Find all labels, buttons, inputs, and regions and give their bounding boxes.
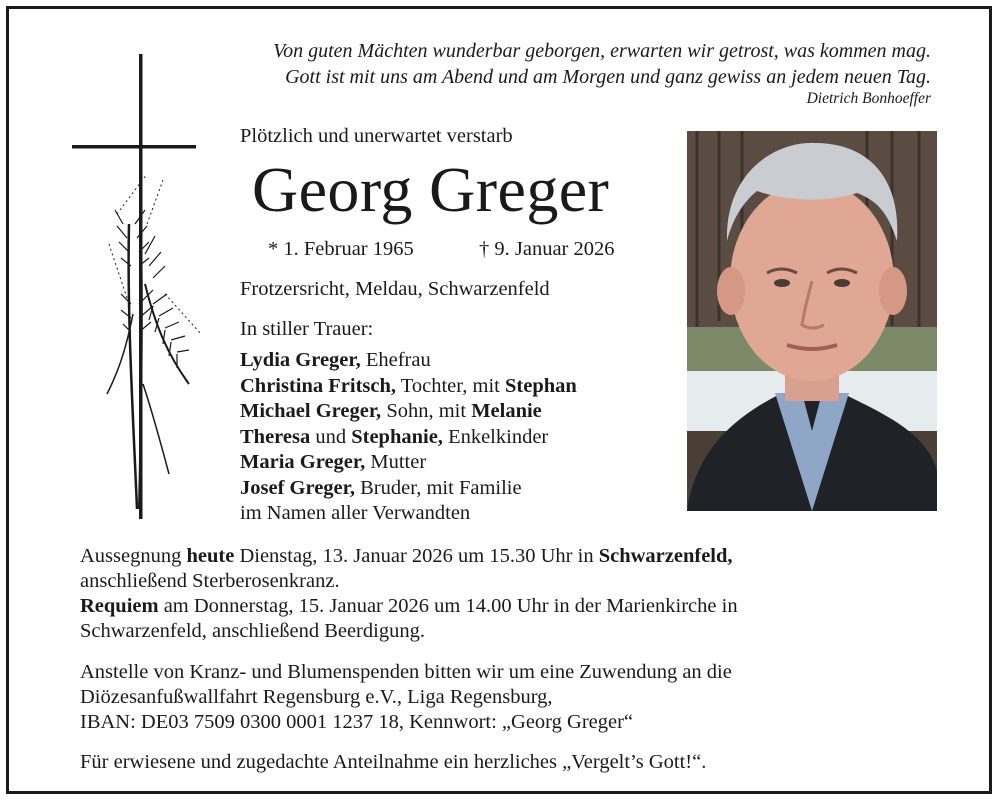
mourner-line: Christina Fritsch, Tochter, mit Stephan [240, 374, 577, 397]
quote-author: Dietrich Bonhoeffer [806, 90, 931, 107]
death-date: † 9. Januar 2026 [479, 238, 615, 260]
places: Frotzersricht, Meldau, Schwarzenfeld [240, 278, 550, 300]
mourner-line: Michael Greger, Sohn, mit Melanie [240, 400, 542, 422]
birth-date: * 1. Februar 1965 [268, 238, 414, 260]
mourner-line: im Namen aller Verwandten [240, 502, 471, 524]
mourning-intro: In stiller Trauer: [240, 318, 374, 340]
deceased-name: Georg Greger [252, 154, 610, 225]
mourner-line: Maria Greger, Mutter [240, 451, 427, 473]
quote-line-1: Von guten Mächten wunderbar geborgen, erwarten wir getrost, was kommen mag. [273, 40, 931, 62]
donation-info: Anstelle von Kranz- und Blumenspenden bitten wir um eine Zuwendung an die Diözesanfußwallfahrt Regensburg e.V., Liga Regensburg, IBAN: DE03 7509 0300 0001 1237 18, Kennwort: „Georg Greger“ [80, 661, 732, 733]
mourner-line: Lydia Greger, Ehefrau [240, 349, 431, 371]
cross-icon [69, 54, 219, 524]
quote-line-2: Gott ist mit uns am Abend und am Morgen und ganz gewiss an jedem neuen Tag. [285, 66, 931, 88]
mourner-line: Josef Greger, Bruder, mit Familie [240, 476, 522, 499]
mourners-list [240, 348, 577, 527]
thanks-text: Für erwiesene und zugedachte Anteilnahme ein herzliches „Vergelt’s Gott!“. [80, 751, 707, 773]
mourner-line: Theresa und Stephanie, Enkelkinder [240, 425, 549, 448]
portrait-photo [687, 131, 937, 511]
wheat-icon [107, 174, 201, 509]
obituary-notice [6, 6, 992, 794]
intro-text: Plötzlich und unerwartet verstarb [240, 125, 513, 147]
service-info: Aussegnung heute Dienstag, 13. Januar 2026 um 15.30 Uhr in Schwarzenfeld, anschließend Sterberosenkranz. Requiem am Donnerstag, 15. Januar 2026 um 14.00 Uhr in der Marienkirche in Schwarzenfeld, anschließend Beerdigung. [80, 545, 738, 642]
